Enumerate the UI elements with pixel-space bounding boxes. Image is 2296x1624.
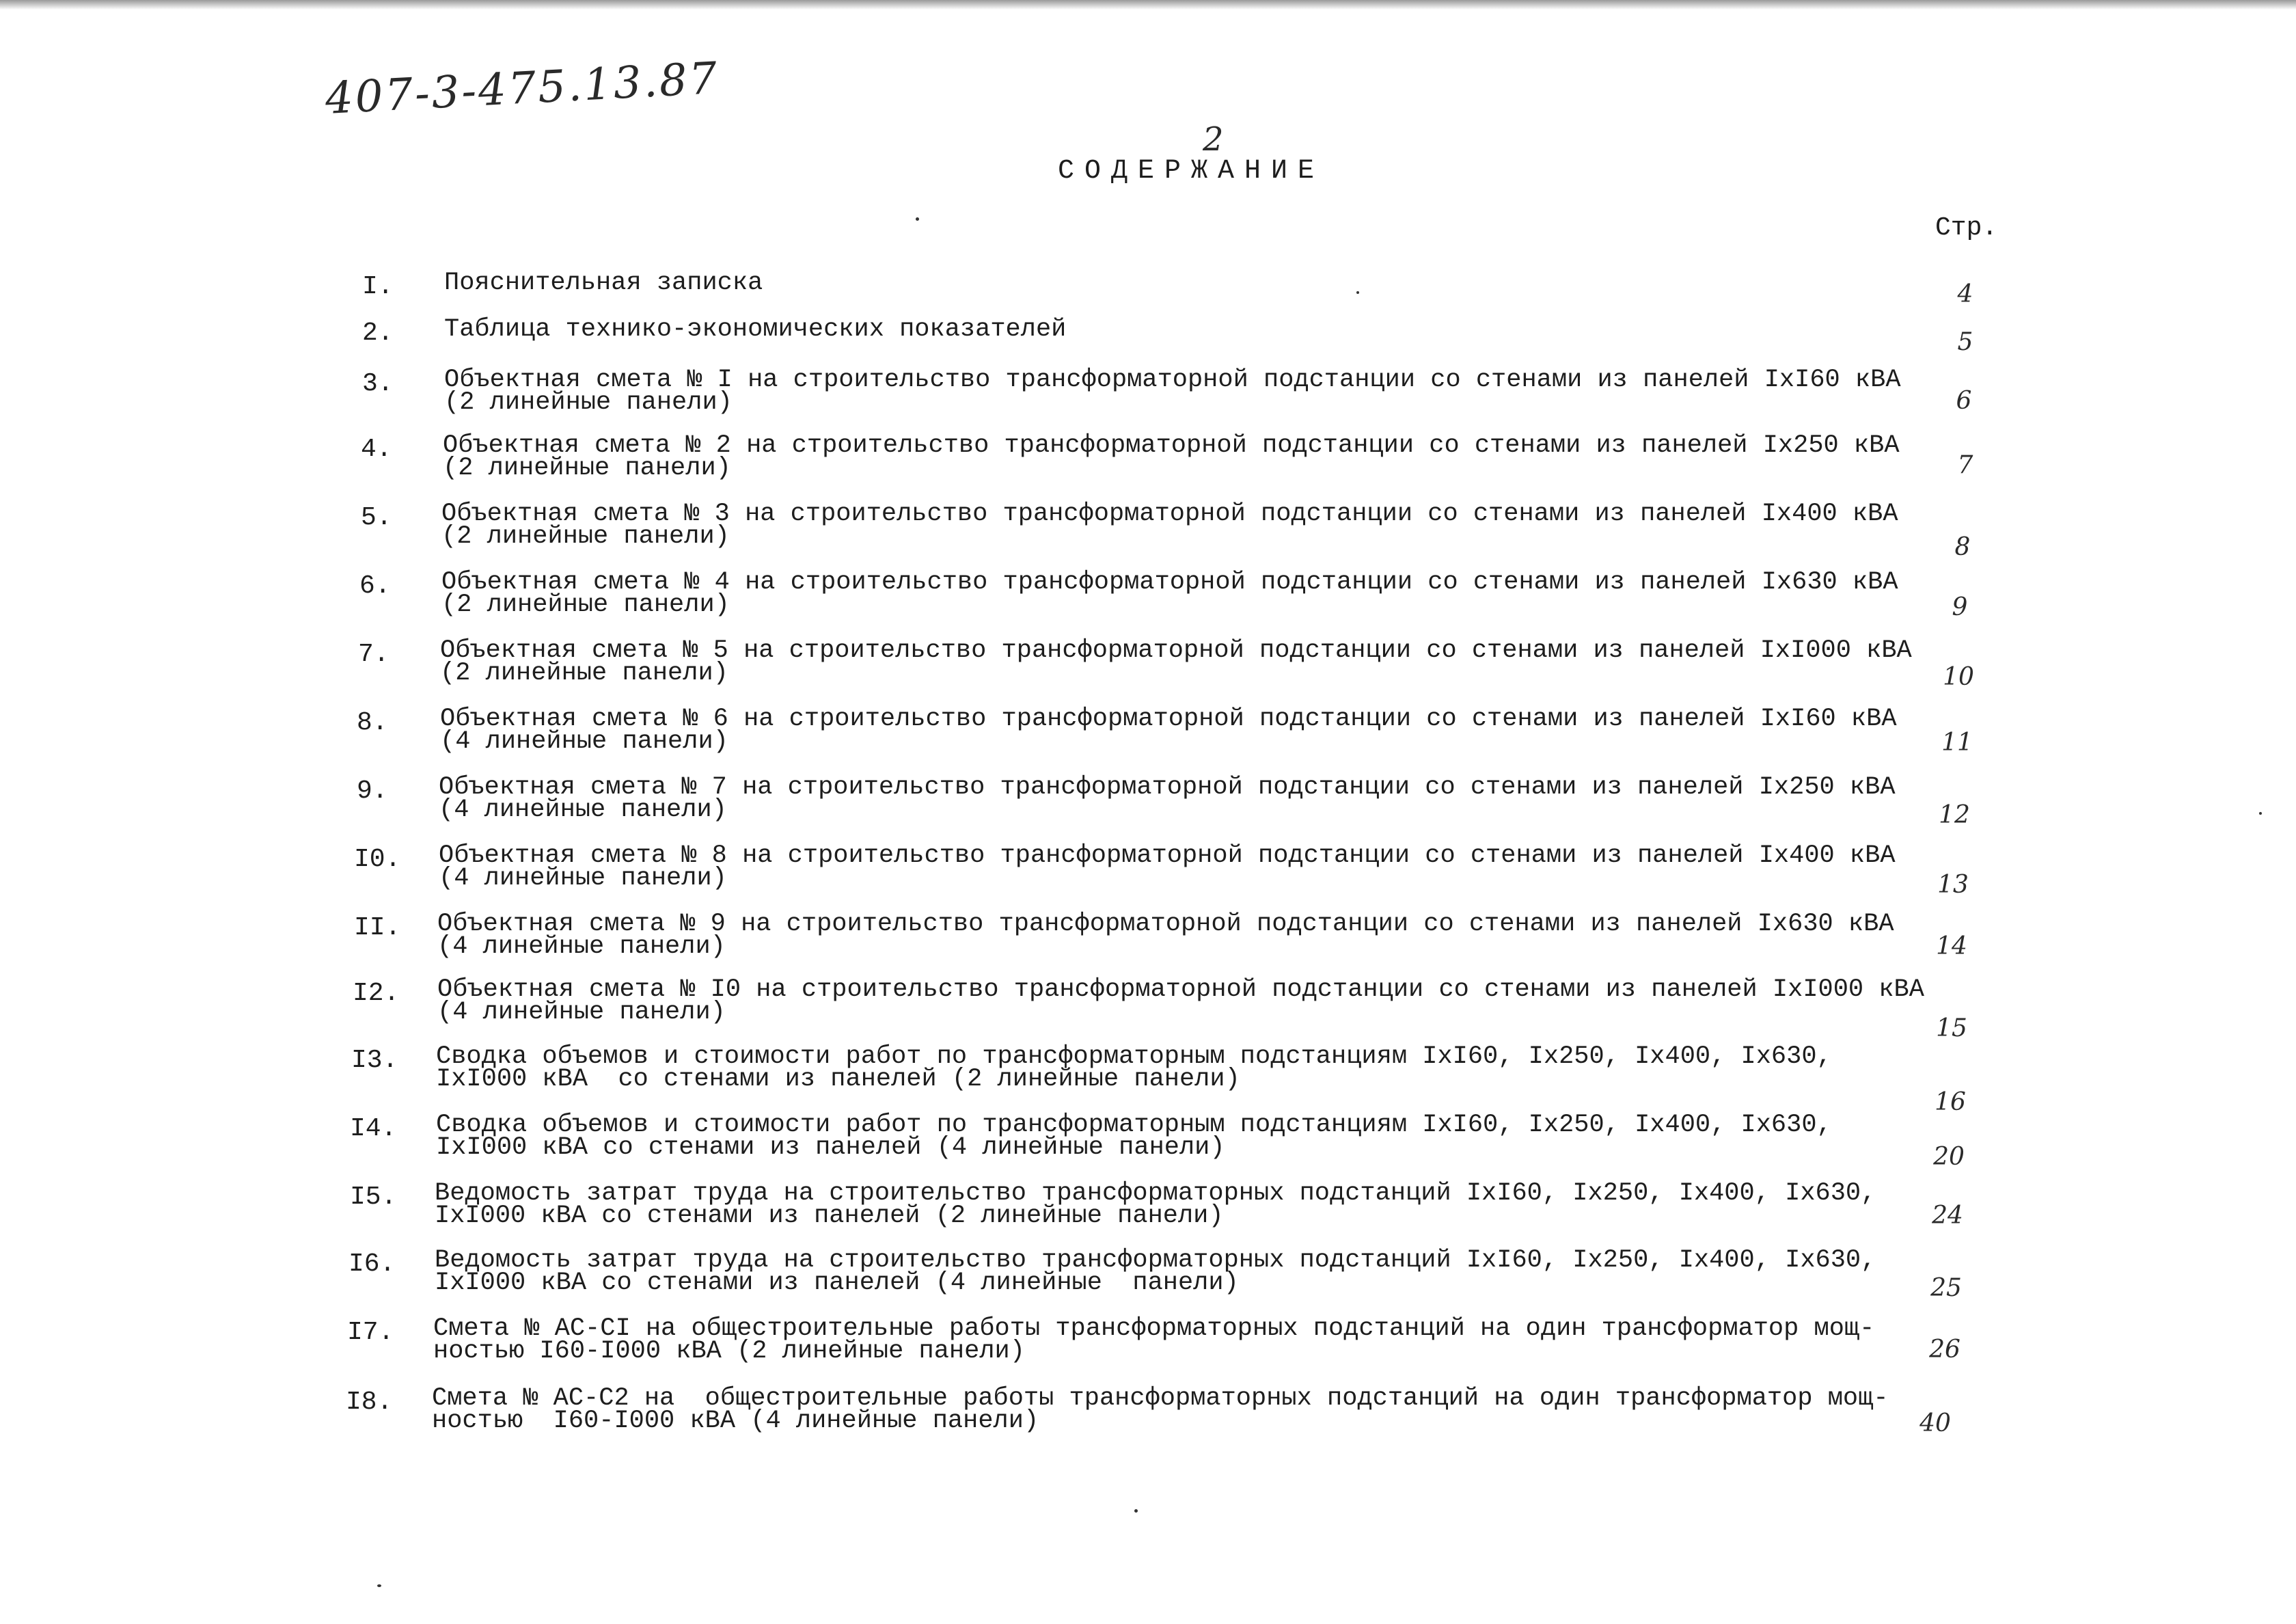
toc-entry-page: 9: [1952, 593, 1968, 621]
toc-entry-line: Объектная смета № 2 на строительство трансформаторной подстанции со стенами из панелей Ix250 кВА: [443, 431, 1900, 460]
toc-entry-number: I0.: [354, 845, 401, 874]
page-column-header: Стр.: [1935, 213, 1998, 243]
toc-entry-number: I6.: [348, 1249, 396, 1279]
toc-entry-number: 4.: [361, 435, 392, 464]
toc-entry-line: Объектная смета № 5 на строительство трансформаторной подстанции со стенами из панелей IxI000 кВА: [440, 636, 1912, 665]
toc-entry-line: (4 линейные панели): [437, 932, 726, 961]
toc-entry-number: I7.: [347, 1318, 394, 1347]
toc-entry-page: 25: [1930, 1274, 1962, 1302]
toc-entry-line: Объектная смета № 4 на строительство трансформаторной подстанции со стенами из панелей Ix630 кВА: [441, 568, 1898, 597]
toc-entry-number: II.: [354, 913, 401, 943]
toc-entry-number: 7.: [358, 640, 390, 669]
toc-entry-line: Таблица технико-экономических показателей: [444, 315, 1067, 344]
toc-entry-title: [437, 975, 1924, 1027]
toc-entry-line: (2 линейные панели): [444, 388, 733, 417]
toc-entry-title: [437, 910, 1894, 961]
toc-entry-line: IxI000 кВА со стенами из панелей (4 линейные панели): [435, 1269, 1239, 1297]
scan-speck: [1356, 291, 1359, 294]
toc-entry-title: [444, 366, 1901, 417]
toc-entry-line: Объектная смета № 9 на строительство трансформаторной подстанции со стенами из панелей Ix630 кВА: [437, 910, 1894, 938]
toc-entry-line: (4 линейные панели): [439, 796, 727, 824]
scan-speck: [1134, 1509, 1138, 1513]
toc-entry-page: 14: [1936, 932, 1967, 960]
toc-entry-page: 5: [1957, 328, 1973, 356]
toc-entry-line: Ведомость затрат труда на строительство трансформаторных подстанций IxI60, Ix250, Ix400, Ix630,: [435, 1179, 1876, 1208]
toc-entry-title: [443, 431, 1900, 483]
toc-entry-line: IxI000 кВА со стенами из панелей (2 линейные панели): [436, 1065, 1240, 1094]
toc-entry-line: Смета № АС-С2 на общестроительные работы трансформаторных подстанций на один трансформатор мощ-: [432, 1384, 1889, 1413]
scan-speck: [916, 217, 919, 221]
toc-entry-number: I8.: [346, 1388, 393, 1417]
toc-entry-line: (2 линейные панели): [441, 591, 730, 619]
toc-entry-title: [439, 841, 1896, 893]
toc-entry-title: [439, 773, 1896, 824]
toc-entry-page: 13: [1937, 871, 1969, 899]
toc-entry-number: I2.: [353, 979, 400, 1008]
toc-entry-line: Объектная смета № 7 на строительство трансформаторной подстанции со стенами из панелей Ix250 кВА: [439, 773, 1896, 802]
toc-entry-page: 7: [1957, 451, 1973, 479]
toc-entry-page: 10: [1943, 663, 1974, 691]
scan-top-edge: [0, 0, 2296, 10]
toc-entry-line: Сводка объемов и стоимости работ по трансформаторным подстанциям IxI60, Ix250, Ix400, Ix630,: [436, 1042, 1832, 1071]
toc-entry-number: I4.: [350, 1114, 397, 1143]
toc-entry-title: [440, 636, 1912, 688]
toc-entry-title: [432, 1384, 1889, 1435]
toc-entry-line: (2 линейные панели): [441, 522, 730, 551]
toc-entry-line: Объектная смета № I0 на строительство трансформаторной подстанции со стенами из панелей IxI000 кВА: [437, 975, 1924, 1004]
toc-entry-line: (4 линейные панели): [439, 864, 727, 893]
toc-entry-title: [444, 315, 1067, 344]
toc-entry-title: [436, 1042, 1832, 1094]
toc-entry-title: [440, 705, 1897, 756]
toc-entry-line: Ведомость затрат труда на строительство трансформаторных подстанций IxI60, Ix250, Ix400, Ix630,: [435, 1246, 1876, 1275]
toc-entry-page: 16: [1935, 1088, 1966, 1116]
toc-entry-number: 6.: [359, 571, 391, 601]
toc-entry-line: Смета № АС-СI на общестроительные работы трансформаторных подстанций на один трансформатор мощ-: [433, 1314, 1875, 1343]
toc-entry-title: [441, 568, 1898, 619]
toc-entry-line: Пояснительная записка: [444, 269, 763, 297]
toc-entry-title: [441, 500, 1898, 551]
toc-entry-line: IxI000 кВА со стенами из панелей (2 линейные панели): [435, 1202, 1224, 1230]
toc-entry-page: 26: [1929, 1336, 1960, 1364]
toc-entry-page: 15: [1936, 1014, 1967, 1042]
toc-entry-page: 40: [1919, 1409, 1951, 1437]
toc-entry-number: I3.: [351, 1046, 398, 1075]
toc-entry-page: 20: [1933, 1143, 1965, 1171]
scan-speck: [377, 1584, 381, 1587]
toc-entry-line: (4 линейные панели): [440, 727, 728, 756]
toc-entry-title: [435, 1246, 1876, 1297]
toc-entry-line: IxI000 кВА со стенами из панелей (4 линейные панели): [436, 1133, 1225, 1162]
toc-entry-number: 5.: [361, 503, 392, 532]
toc-entry-title: [433, 1314, 1875, 1366]
toc-entry-page: 24: [1932, 1202, 1963, 1230]
toc-entry-title: [444, 269, 763, 297]
toc-entry-line: ностью I60-I000 кВА (4 линейные панели): [432, 1407, 1039, 1435]
toc-entry-page: 11: [1941, 729, 1973, 757]
toc-entry-number: 8.: [357, 708, 388, 737]
toc-entry-number: 9.: [357, 776, 388, 806]
toc-entry-line: ностью I60-I000 кВА (2 линейные панели): [433, 1337, 1025, 1366]
toc-entry-number: 3.: [362, 369, 394, 398]
toc-entry-number: 2.: [362, 319, 394, 348]
toc-entry-page: 8: [1954, 533, 1971, 561]
scan-speck: [2259, 812, 2262, 815]
toc-entry-page: 12: [1939, 801, 1970, 829]
toc-entry-title: [435, 1179, 1876, 1230]
toc-entry-line: Объектная смета № 6 на строительство трансформаторной подстанции со стенами из панелей IxI60 кВА: [440, 705, 1897, 733]
toc-entry-title: [436, 1111, 1832, 1162]
toc-entry-line: (4 линейные панели): [437, 998, 726, 1027]
document-code: 407-3-475.13.87: [324, 53, 721, 124]
page-number-mark: 2: [1203, 120, 1224, 159]
page-title: СОДЕРЖАНИЕ: [1058, 156, 1325, 187]
toc-entry-line: (2 линейные панели): [443, 454, 731, 483]
toc-entry-line: Сводка объемов и стоимости работ по трансформаторным подстанциям IxI60, Ix250, Ix400, Ix630,: [436, 1111, 1832, 1139]
toc-entry-number: I5.: [350, 1182, 397, 1212]
toc-entry-line: Объектная смета № 8 на строительство трансформаторной подстанции со стенами из панелей Ix400 кВА: [439, 841, 1896, 870]
toc-entry-line: Объектная смета № 3 на строительство трансформаторной подстанции со стенами из панелей Ix400 кВА: [441, 500, 1898, 528]
toc-entry-page: 6: [1956, 387, 1972, 415]
toc-entry-page: 4: [1957, 280, 1973, 308]
toc-entry-line: Объектная смета № I на строительство трансформаторной подстанции со стенами из панелей IxI60 кВА: [444, 366, 1901, 394]
toc-entry-line: (2 линейные панели): [440, 659, 728, 688]
toc-entry-number: I.: [362, 272, 394, 301]
